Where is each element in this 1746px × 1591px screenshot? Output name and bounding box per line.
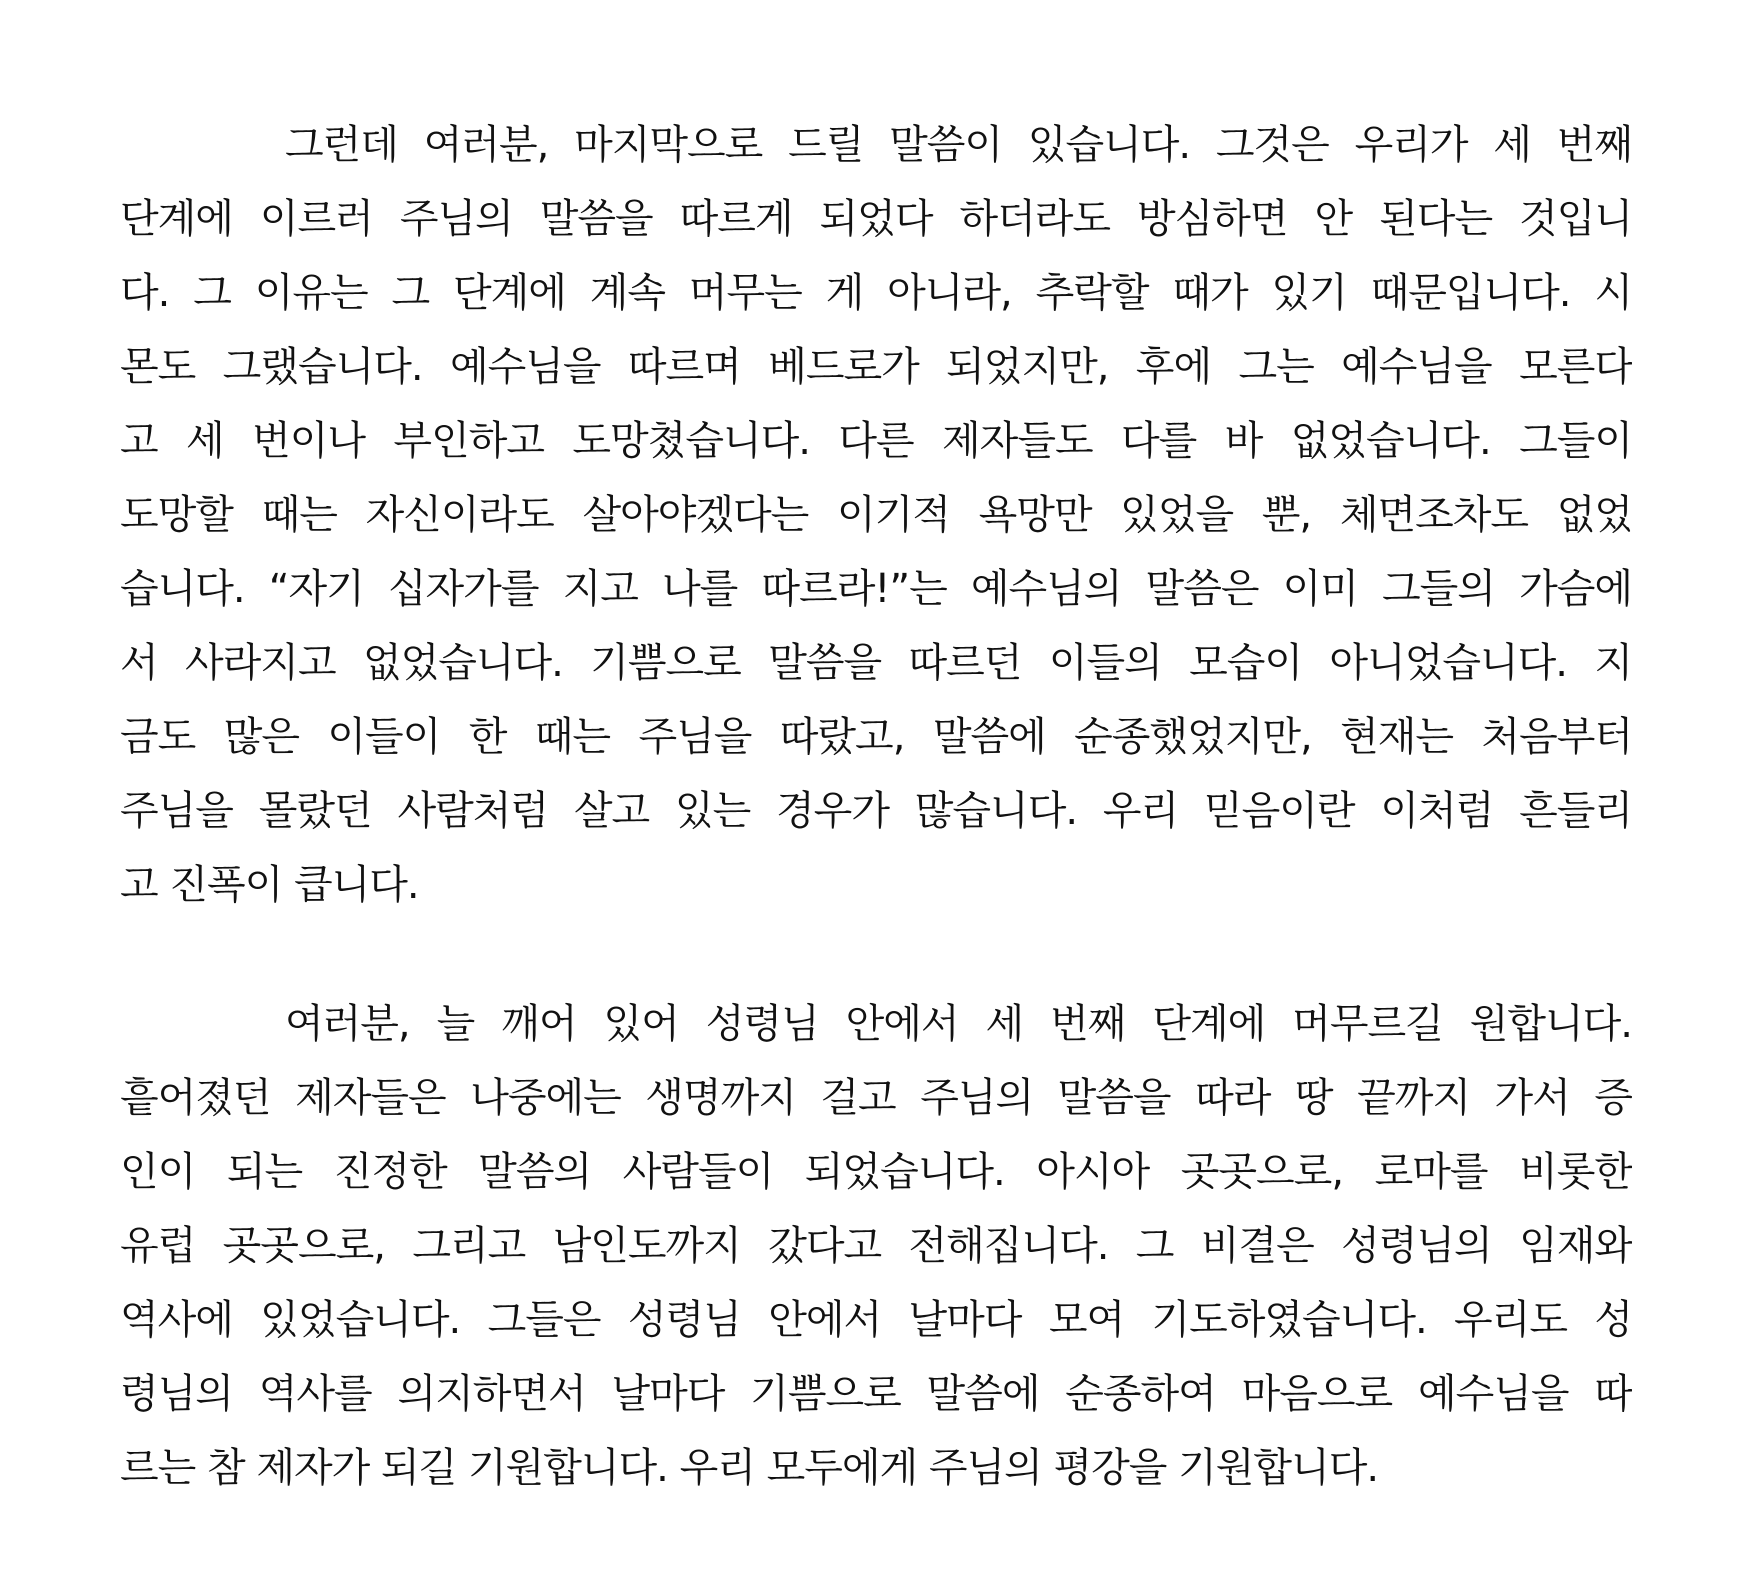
text-line: 금도 많은 이들이 한 때는 주님을 따랐고, 말씀에 순종했었지만, 현재는 처음부터 <box>120 714 1632 760</box>
text-line: 도망할 때는 자신이라도 살아야겠다는 이기적 욕망만 있었을 뿐, 체면조차도 없었 <box>120 492 1632 538</box>
text-line: 다. 그 이유는 그 단계에 계속 머무는 게 아니라, 추락할 때가 있기 때문입니다. 시 <box>120 270 1632 316</box>
text-line: 주님을 몰랐던 사람처럼 살고 있는 경우가 많습니다. 우리 믿음이란 이처럼 흔들리 <box>120 788 1632 834</box>
text-line: 흩어졌던 제자들은 나중에는 생명까지 걸고 주님의 말씀을 따라 땅 끝까지 가서 증 <box>120 1075 1632 1121</box>
text-line: 령님의 역사를 의지하면서 날마다 기쁨으로 말씀에 순종하여 마음으로 예수님을 따 <box>120 1371 1632 1417</box>
paragraph-1 <box>120 108 1632 922</box>
text-line: 인이 되는 진정한 말씀의 사람들이 되었습니다. 아시아 곳곳으로, 로마를 비롯한 <box>120 1149 1632 1195</box>
text-line: 그런데 여러분, 마지막으로 드릴 말씀이 있습니다. 그것은 우리가 세 번째 <box>285 122 1632 168</box>
text-line: 습니다. “자기 십자가를 지고 나를 따르라!”는 예수님의 말씀은 이미 그들의 가슴에 <box>120 566 1632 612</box>
paragraph-2 <box>120 987 1632 1505</box>
text-line: 몬도 그랬습니다. 예수님을 따르며 베드로가 되었지만, 후에 그는 예수님을 모른다 <box>120 344 1632 390</box>
text-line: 여러분, 늘 깨어 있어 성령님 안에서 세 번째 단계에 머무르길 원합니다. <box>285 1001 1632 1047</box>
text-line: 고 진폭이 큽니다. <box>120 862 419 908</box>
text-line: 유럽 곳곳으로, 그리고 남인도까지 갔다고 전해집니다. 그 비결은 성령님의 임재와 <box>120 1223 1632 1269</box>
text-line: 고 세 번이나 부인하고 도망쳤습니다. 다른 제자들도 다를 바 없었습니다. 그들이 <box>120 418 1632 464</box>
text-line: 르는 참 제자가 되길 기원합니다. 우리 모두에게 주님의 평강을 기원합니다. <box>120 1445 1379 1491</box>
text-line: 단계에 이르러 주님의 말씀을 따르게 되었다 하더라도 방심하면 안 된다는 것입니 <box>120 196 1632 242</box>
text-line: 서 사라지고 없었습니다. 기쁨으로 말씀을 따르던 이들의 모습이 아니었습니다. 지 <box>120 640 1632 686</box>
text-line: 역사에 있었습니다. 그들은 성령님 안에서 날마다 모여 기도하였습니다. 우리도 성 <box>120 1297 1632 1343</box>
